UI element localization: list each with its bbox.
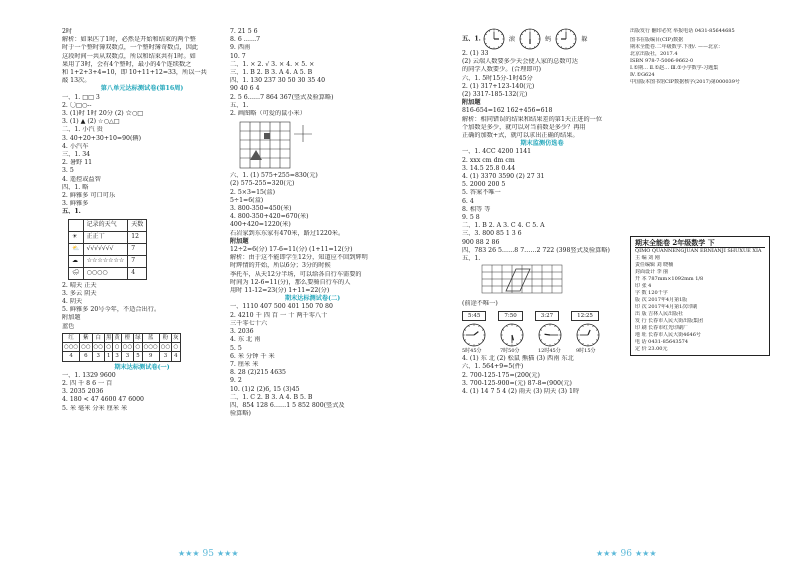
table-cell: 4 bbox=[172, 352, 180, 361]
answer-line: 验算略) bbox=[230, 410, 251, 418]
answer-line: 一、1110 407 500 401 150 70 80 bbox=[230, 303, 333, 311]
answer-line: 六、1. (1) 575+255=830(元) bbox=[230, 172, 318, 180]
clock-label: 蚂 bbox=[545, 35, 552, 43]
answer-line: 2. 700-125-175=(200(元) bbox=[462, 371, 540, 379]
answer-line: 9. 2 bbox=[230, 377, 242, 385]
clock-icon bbox=[462, 323, 486, 347]
answer-line: 一、1. 4CC 4200 1141 bbox=[462, 148, 532, 156]
table-cell: 橙 bbox=[121, 333, 133, 342]
stars-icon: ★★★ bbox=[634, 549, 657, 558]
time-card: 12:25 bbox=[571, 311, 599, 321]
table-cell: 🌧 bbox=[69, 267, 84, 279]
answer-line: 和 1+2+3+4=10，即 10+11+12=33，所以一共 bbox=[62, 69, 207, 77]
table-cell: 紫 bbox=[80, 333, 92, 342]
answer-line: 3. 2035 2036 bbox=[62, 388, 104, 396]
answer-line: 3. 40+20+30+10=90(辆) bbox=[62, 134, 141, 142]
answer-line: 5. 米 毫米 分米 厘米 米 bbox=[62, 404, 128, 412]
table-row bbox=[69, 243, 147, 255]
table-cell: √√√√√√√ bbox=[83, 243, 128, 255]
table-cell: 蓝 bbox=[142, 333, 159, 342]
info-row: 出 版 吉林人民出版社 bbox=[635, 311, 684, 318]
answer-line: 四、783 26 5……8 7……2 722 (398竖式及验算略) bbox=[462, 246, 610, 254]
answer-line: 二、1. × 2. √ 3. × 4. × 5. × bbox=[230, 60, 315, 68]
clock-icon bbox=[576, 323, 600, 347]
answer-line: 7. 厘米 米 bbox=[230, 360, 259, 368]
answer-line: 12÷2=6(分) 17-6=11(分) (1+11=12(分) bbox=[230, 246, 353, 254]
table-cell: 天数 bbox=[128, 219, 147, 231]
table-cell: 3 bbox=[159, 352, 171, 361]
answer-line: 9. 西南 bbox=[230, 44, 251, 52]
right-column-1 bbox=[462, 28, 622, 396]
table-cell: 7 bbox=[128, 255, 147, 267]
book-pinyin: QIMO QUANNENGJUAN ERNIANJI SHUXUE XIA bbox=[635, 248, 762, 255]
table-cell: ○○○○ bbox=[83, 267, 128, 279]
final2-title: 期末达标测试卷(二) bbox=[284, 295, 341, 303]
answers-block-b3 bbox=[462, 107, 622, 140]
answer-line: 三、1. 34 bbox=[62, 151, 91, 159]
table-cell: 绿 bbox=[135, 334, 141, 341]
clock-label: 滚 bbox=[508, 35, 515, 43]
answer-line: 6. 米 分钟 千 米 bbox=[230, 352, 275, 360]
table-row bbox=[63, 343, 181, 352]
right-page bbox=[400, 0, 800, 565]
stars-icon: ★★★ bbox=[216, 549, 239, 558]
clock-captions bbox=[462, 347, 622, 355]
book-title: 期末全能卷 2年级数学 下 bbox=[635, 239, 765, 248]
table-cell: ○ bbox=[106, 344, 112, 351]
answer-line: 6. 4 bbox=[462, 197, 474, 205]
coordinate-grid bbox=[230, 120, 320, 170]
answer-line: 个加数是多少，就可以对当前数是多少？再用 bbox=[462, 123, 586, 131]
clock-caption: 5时45分 bbox=[462, 347, 482, 354]
answer-line: 2. 5×3=15(盒) bbox=[230, 188, 276, 196]
answer-line: 2. 暑野 11 bbox=[62, 159, 93, 167]
answer-line: 四、854 128 6……1 5 852 800(竖式及 bbox=[230, 401, 345, 409]
info-row: 封面设计 李 丽 bbox=[635, 269, 669, 276]
table-cell: ⛅ bbox=[69, 243, 84, 255]
answer-line: 10. (1)2 (2)6, 15 (3)45 bbox=[230, 385, 300, 393]
answer-line: 90 40 6 4 bbox=[230, 85, 260, 93]
answer-line: 二、1. B 2. A 3. C 4. C 5. A bbox=[462, 222, 545, 230]
answer-line: 4. 180 < 47 4600 47 6000 bbox=[62, 396, 144, 404]
answer-line: 这段时间一共从双数点，所以和结束共有1时。如 bbox=[62, 52, 196, 60]
answer-line: 一、1. □□ 3 bbox=[62, 93, 100, 101]
question-label: 五、1. bbox=[462, 35, 481, 43]
table-cell: 5 bbox=[134, 352, 142, 361]
answer-line: 五、1. bbox=[462, 255, 481, 263]
answer-line: 的同学人数要少。(合理即可) bbox=[462, 66, 542, 74]
answer-line: 解析：相同错误的结果和结果差的第1天正进的一位 bbox=[462, 115, 603, 123]
answer-line: 2. 晴天 正天 bbox=[62, 281, 97, 289]
table-cell: ☆☆☆☆☆☆☆ bbox=[83, 255, 128, 267]
answer-line: 解析：如果匹了1时，必然是开始和结束的两个整 bbox=[62, 36, 196, 44]
answer-line: 敲 13次。 bbox=[62, 77, 91, 85]
grid-note: (前途不唯一) bbox=[462, 300, 498, 308]
cip-line: 中国版本图书馆CIP数据核字(2017)第000039号 bbox=[630, 79, 740, 85]
answer-line: 900 88 2 86 bbox=[462, 238, 500, 246]
table-cell: 黄 bbox=[114, 334, 120, 341]
answer-line: 解析：由于这不能即学生12分，知道应不回到辉明 bbox=[230, 254, 368, 262]
table-cell: 9 bbox=[142, 352, 159, 361]
table-cell: 7 bbox=[128, 243, 147, 255]
clock-icon bbox=[519, 28, 541, 50]
clock-icon bbox=[538, 323, 562, 347]
color-table bbox=[62, 333, 181, 362]
table-cell: 3 bbox=[113, 352, 121, 361]
clock-icon bbox=[500, 323, 524, 347]
left-column-1 bbox=[62, 28, 222, 413]
answer-line: 四、1. 130 237 30 50 30 35 40 bbox=[230, 77, 326, 85]
cip-line: 北京出版社，2017.4 bbox=[630, 51, 678, 57]
time-card: 3:27 bbox=[535, 311, 559, 321]
table-cell: 粉 bbox=[159, 333, 171, 342]
answer-line: (2) 575-255=320(元) bbox=[230, 180, 295, 188]
table-cell: ○○ bbox=[93, 344, 103, 351]
table-header-row bbox=[69, 219, 147, 231]
answer-line: 3. (1) ▲ (2) ☆○△□ bbox=[62, 118, 120, 126]
table-cell: ☀ bbox=[69, 231, 84, 243]
info-row: 地 址 长春市人民大街4646号 bbox=[635, 332, 701, 339]
table-row bbox=[69, 267, 147, 279]
bottom-clocks bbox=[462, 323, 622, 347]
table-header-row bbox=[63, 333, 181, 342]
answers-block-b bbox=[62, 94, 222, 209]
answer-line: 5. 答案不唯一 bbox=[462, 189, 501, 197]
table-cell: 1 bbox=[104, 352, 112, 361]
table-cell: 黑 bbox=[105, 334, 112, 341]
time-card: 7:50 bbox=[498, 311, 522, 321]
cip-line: 期末全能卷.二年级数学.下册/. ——北京： bbox=[630, 44, 724, 50]
answer-line: 2. 4210 千 四 百 一 十 两千零八十 bbox=[230, 311, 328, 319]
stars-icon: ★★★ bbox=[596, 549, 618, 558]
answers-block-b2 bbox=[230, 172, 395, 238]
table-cell: ○○○ bbox=[143, 344, 158, 351]
answer-line: 8. 6 ……7 bbox=[230, 36, 261, 44]
answer-line: 时间为 12-6=11(分)，那么要骑自行车的人 bbox=[230, 278, 351, 286]
answer-line: 3. 2036 bbox=[230, 328, 254, 336]
answer-line: 2. 〇□○-- bbox=[62, 101, 92, 109]
answer-line: 4. (1) 东 北 (2) 松鼠 熊猫 (3) 西南 东北 bbox=[462, 355, 574, 363]
answer-line: 816-654=162 162+456=618 bbox=[462, 107, 553, 115]
info-row: 印 次 2017年4月第1次印刷 bbox=[635, 304, 698, 311]
drawing-grid bbox=[462, 263, 582, 297]
survey-title: 期末监测仿选卷 bbox=[520, 140, 564, 148]
table-cell: 红 bbox=[63, 333, 80, 342]
table-cell: ○○○ bbox=[64, 344, 79, 351]
table-row bbox=[63, 352, 181, 361]
answer-line: 2. 四 千 8 6 一 百 bbox=[62, 379, 113, 387]
answers-block-c2 bbox=[230, 246, 395, 295]
answer-line: 2. 5 6……7 864 367(竖式及验算略) bbox=[230, 93, 334, 101]
book-info-box bbox=[630, 236, 770, 356]
info-row: 发 行 长春市人民大街出版集团 bbox=[635, 318, 704, 325]
answer-line: 3. (1)时 1时 20分 (2) ☆○□ bbox=[62, 110, 144, 118]
answer-line: 4. 800-350+420=670(米) bbox=[230, 213, 309, 221]
answer-line: 5÷1=6(盒) bbox=[230, 196, 264, 204]
answer-line: 3. 鲜雅多 bbox=[62, 200, 89, 208]
left-column-2 bbox=[230, 28, 395, 418]
info-row: 开 本 787mm×1092mm 1/8 bbox=[635, 276, 704, 283]
cip-line: Ⅰ.①期… Ⅱ.①赵… Ⅲ.①小学数学-习题集 bbox=[630, 65, 719, 71]
table-cell: ○○ bbox=[122, 344, 133, 351]
page-number: 96 bbox=[620, 549, 632, 559]
book-info-rows bbox=[635, 255, 765, 353]
cip-block bbox=[630, 37, 770, 86]
extra-title: 附加题 bbox=[462, 99, 481, 107]
answer-line: 2. (1) 317+123-140(元) bbox=[462, 82, 535, 90]
table-cell: 3 bbox=[121, 352, 133, 361]
info-row: 定 价 23.00元 bbox=[635, 346, 668, 353]
info-row: 主 编 刘 刚 bbox=[635, 255, 660, 262]
page-number: 95 bbox=[202, 549, 214, 559]
answer-line: 正确的加数+式，就可以求出正确的结果。 bbox=[462, 132, 579, 140]
extra-title: 附加题 bbox=[230, 237, 249, 245]
answer-line: 7. 21 5 6 bbox=[230, 28, 258, 35]
table-cell: ○○ bbox=[81, 344, 91, 351]
info-row: 字 数 120千字 bbox=[635, 290, 668, 297]
answers-block-a2 bbox=[230, 28, 395, 118]
answer-line: 3. 多云 阴天 bbox=[62, 289, 97, 297]
table-cell: ○ bbox=[135, 344, 141, 351]
answer-line: 5. 鲜雅多 20号今年，不适合出行。 bbox=[62, 306, 161, 314]
answer-line: (2) 云端人数要多少天会使人家的总数可达 bbox=[462, 58, 578, 66]
answer-line: 3. 5 bbox=[62, 167, 74, 175]
answer-line: 4. (1) 14 7 5 4 (2) 雨天 (3) 阴天 (3) 1時 bbox=[462, 387, 580, 395]
answer-line: 2. xxx cm dm cm bbox=[462, 156, 515, 164]
unit-test-title: 第八单元达标测试卷(第16周) bbox=[100, 85, 184, 93]
answers-block-d bbox=[62, 372, 222, 413]
answer-line: 4. 遥控或益智 bbox=[62, 175, 101, 183]
answer-line: 400+420=1220(米) bbox=[230, 221, 291, 229]
table-cell: 正正丅 bbox=[83, 231, 128, 243]
answer-line: 2. (1) 33 bbox=[462, 50, 489, 57]
answers-block-a3 bbox=[462, 50, 622, 99]
answer-line: 一、1. 1329 9600 bbox=[62, 371, 116, 379]
answers-block-c3 bbox=[462, 148, 622, 263]
answer-line: 4. 阴天 bbox=[62, 298, 83, 306]
answer-line: 3. 800-350=450(米) bbox=[230, 205, 292, 213]
square-shape bbox=[264, 133, 270, 139]
info-row: 印 刷 长春市红光印刷厂 bbox=[635, 325, 689, 332]
answers-block-d2 bbox=[230, 303, 395, 418]
answer-line: 六、1. 564+9=5(件) bbox=[462, 363, 524, 371]
answer-line: 4. 小汽车 bbox=[62, 142, 89, 150]
time-cards bbox=[462, 311, 622, 321]
right-column-2 bbox=[630, 28, 770, 356]
answers-block-d3 bbox=[462, 355, 622, 396]
info-row: 电 话 0431-85643574 bbox=[635, 339, 689, 346]
table-cell: 12 bbox=[128, 231, 147, 243]
table-row bbox=[69, 255, 147, 267]
answer-line: 2. 鲜雅多 可口可乐 bbox=[62, 192, 116, 200]
table-cell: 6 bbox=[80, 352, 92, 361]
answer-line: 10. 7 bbox=[230, 52, 246, 60]
answer-line: 五、1. bbox=[230, 101, 249, 109]
answers-block-a bbox=[62, 28, 222, 85]
cip-line: ISBN 978-7-5006-9662-0 bbox=[630, 58, 694, 64]
page-footer-left bbox=[178, 549, 238, 559]
clock-icon bbox=[483, 28, 505, 50]
stars-icon: ★★★ bbox=[178, 549, 200, 558]
table-cell: ○ bbox=[114, 344, 120, 351]
answer-line: 8. 28 (2)215 4635 bbox=[230, 369, 286, 377]
header-small: 出版发行 翻印必究 举报电话 0431-85644685 bbox=[630, 28, 735, 34]
table-cell: ☁ bbox=[69, 255, 84, 267]
cip-line: 图书在版编目(CIP)数据 bbox=[630, 37, 684, 43]
answer-line: 3. 14.5 25.8 0.44 bbox=[462, 164, 516, 172]
table-cell: ○○ bbox=[160, 344, 171, 351]
info-row: 责任编辑 刘 晓楠 bbox=[635, 262, 674, 269]
answer-line: 时于一个整时簿双数点，一个整时簿奇数点，因此 bbox=[62, 44, 199, 52]
answers-block-c bbox=[62, 282, 222, 331]
answer-line: 4. (1) 3370 3590 (2) 27 31 bbox=[462, 173, 545, 181]
answer-line: 三千零七十六 bbox=[230, 319, 268, 327]
clock-caption: 12时45分 bbox=[538, 347, 561, 354]
table-cell bbox=[69, 219, 84, 231]
table-cell: 3 bbox=[92, 352, 104, 361]
answer-line: 石岩家到东东家有470米，路过1220米。 bbox=[230, 229, 345, 237]
clock-caption: 7时50分 bbox=[500, 347, 520, 354]
answer-line: 三、1. B 2. B 3. A 4. A 5. B bbox=[230, 69, 313, 77]
answer-line: 用时 11-12=23(分) 1+11=22(分) bbox=[230, 287, 330, 295]
answer-line: 季托车，从天12分半场，可以给各自行车需要的 bbox=[230, 270, 362, 278]
table-cell: 4 bbox=[128, 267, 147, 279]
table-cell: ○ bbox=[173, 344, 179, 351]
answer-line: 8. 相等 等 bbox=[462, 205, 491, 213]
weather-row: 五、1. 记录的天气 天数 ☀ 正正丅 12 ⛅ √√√√√√√ 7 ☁ ☆☆☆☆☆☆☆ 7 🌧 ○○○○ 4 bbox=[62, 208, 222, 279]
answer-line: (2) 3317-185-132(元) bbox=[462, 91, 528, 99]
answer-line: 附加题 bbox=[62, 314, 81, 322]
info-row: 版 次 2017年4月第1版 bbox=[635, 297, 688, 304]
table-cell: 4 bbox=[63, 352, 80, 361]
table-cell: 灰 bbox=[173, 334, 179, 341]
final-test-title: 期末达标测试卷(一) bbox=[114, 363, 170, 371]
table-row bbox=[69, 231, 147, 243]
answer-line: 2. 画图略（可爱的鼠小米） bbox=[230, 110, 306, 118]
clock-label: 躲 bbox=[581, 35, 588, 43]
answer-line: 时辉情的开始，所以6分；3分的时候 bbox=[230, 262, 331, 270]
answer-line: 3. 700-125-900=(元) 87-8=(900(元) bbox=[462, 379, 572, 387]
clock-icon bbox=[555, 28, 577, 50]
cip-line: Ⅳ.①G624 bbox=[630, 72, 655, 78]
answer-line: 三、3. 800 85 1 3 6 bbox=[462, 230, 522, 238]
top-clocks bbox=[483, 36, 592, 43]
weather-table bbox=[68, 219, 147, 280]
table-cell: 白 bbox=[92, 333, 104, 342]
answer-line: 六、1. 5时15分-1时45分 bbox=[462, 74, 533, 82]
answer-line: 4. 东 北 南 bbox=[230, 336, 261, 344]
answer-line: 二、1. C 2. B 3. A 4. B 5. B bbox=[230, 393, 313, 401]
answer-line: 5. 2000 200 5 bbox=[462, 181, 506, 189]
answer-line: 2时 bbox=[62, 28, 73, 35]
page-footer-right bbox=[596, 549, 656, 559]
table-cell: 记录的天气 bbox=[83, 219, 128, 231]
clock-caption: 9时15分 bbox=[576, 347, 596, 354]
answer-line: 二、1. 小汽 贵 bbox=[62, 126, 103, 134]
time-card: 5:45 bbox=[462, 311, 486, 321]
answer-line: 四、1. 略 bbox=[62, 183, 89, 191]
info-row: 印 张 4 bbox=[635, 283, 652, 290]
answer-line: 蓝色 bbox=[62, 322, 75, 330]
answer-line: 9. 5 8 bbox=[462, 214, 480, 222]
answer-line: 5. 5 bbox=[230, 344, 242, 352]
answer-line: 果用了3时，会有4个整时，最小的4个连续数之 bbox=[62, 60, 192, 68]
clock-row bbox=[462, 28, 622, 50]
